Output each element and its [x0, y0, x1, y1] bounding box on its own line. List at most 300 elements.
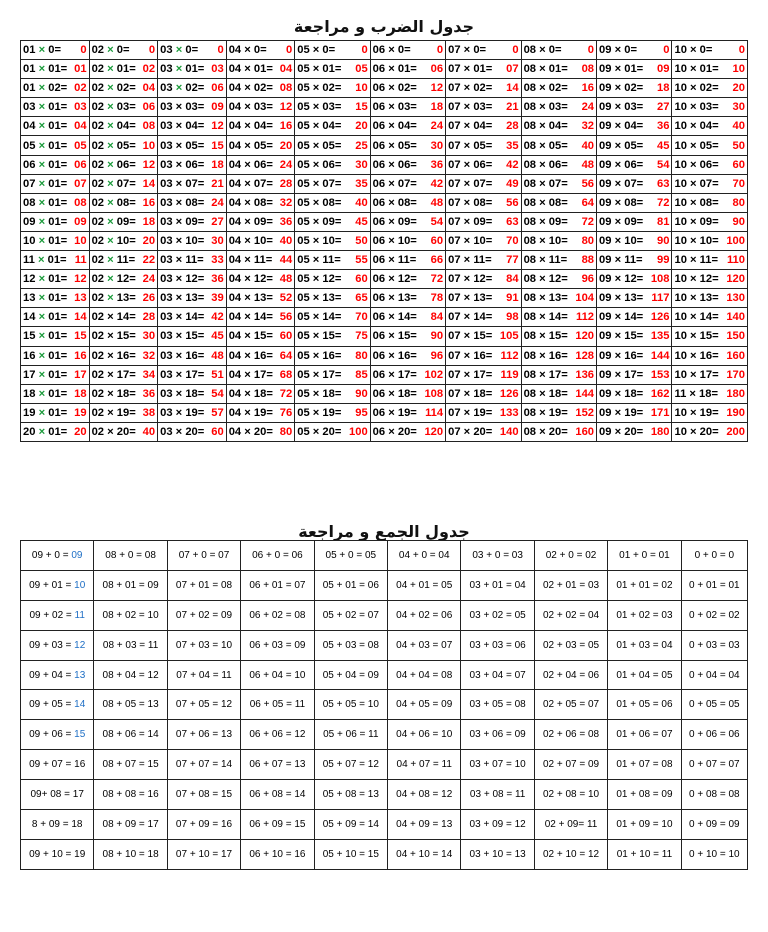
- multiplication-result: 32: [142, 349, 156, 362]
- multiplication-row: [21, 98, 748, 117]
- multiplication-cell: [370, 193, 445, 212]
- multiplication-result: 70: [355, 311, 368, 324]
- multiplication-cell: [89, 270, 158, 289]
- addition-cell: [608, 660, 681, 690]
- addition-expression: 02 + 03 = 05: [542, 639, 600, 651]
- multiplication-expression: 07 × 03=: [448, 101, 493, 114]
- multiplication-expression: 05 × 01=: [297, 63, 342, 76]
- multiplication-result: 02: [74, 82, 87, 95]
- multiplication-cell: [672, 41, 748, 60]
- multiplication-expression: 10 × 14=: [674, 311, 719, 324]
- multiplication-row: [21, 384, 748, 403]
- times-sign: ×: [107, 158, 114, 171]
- multiplication-expression: 10 × 0=: [674, 44, 713, 57]
- multiplication-expression: 09 × 09=: [599, 215, 644, 228]
- multiplication-expression: 04 × 10=: [228, 234, 273, 247]
- addition-cell: [167, 630, 240, 660]
- addition-expression: 0 + 05 = 05: [689, 699, 740, 711]
- multiplication-result: 64: [581, 196, 595, 209]
- addition-cell: [681, 600, 747, 630]
- multiplication-expression: 07 × 02=: [448, 82, 493, 95]
- addition-cell: [608, 780, 681, 810]
- multiplication-cell: [446, 193, 521, 212]
- multiplication-title: جدول الضرب و مراجعة: [293, 17, 475, 36]
- times-sign: ×: [107, 196, 114, 209]
- multiplication-cell: [672, 403, 748, 422]
- multiplication-cell: [446, 98, 521, 117]
- multiplication-result: 14: [74, 311, 87, 324]
- multiplication-cell: [672, 270, 748, 289]
- multiplication-result: 117: [651, 292, 670, 305]
- multiplication-expression: 06 × 08=: [372, 196, 417, 209]
- addition-expression: 02 + 07 = 09: [542, 759, 600, 771]
- multiplication-result: 160: [575, 425, 595, 438]
- addition-cell: [94, 750, 167, 780]
- multiplication-cell: [89, 98, 158, 117]
- multiplication-expression: 08 × 07=: [523, 177, 568, 190]
- addition-expression: 09 + 03 =: [29, 639, 75, 651]
- multiplication-expression: 10 × 04=: [674, 120, 719, 133]
- addition-cell: [94, 570, 167, 600]
- multiplication-result: 21: [506, 101, 519, 114]
- multiplication-cell: [226, 231, 295, 250]
- multiplication-result: 40: [355, 196, 368, 209]
- multiplication-cell: [521, 365, 596, 384]
- multiplication-expression: 03 × 10=: [160, 234, 205, 247]
- multiplication-cell: [521, 41, 596, 60]
- addition-cell: [241, 600, 314, 630]
- multiplication-expression: 02 × 04=: [91, 120, 136, 133]
- times-sign: ×: [107, 234, 114, 247]
- multiplication-result: 30: [211, 234, 224, 247]
- multiplication-cell: [521, 384, 596, 403]
- multiplication-result: 44: [279, 254, 293, 267]
- addition-cell: [681, 750, 747, 780]
- multiplication-expression: 07 × 15=: [448, 330, 493, 343]
- multiplication-cell: [672, 193, 748, 212]
- addition-cell: [608, 810, 681, 840]
- multiplication-cell: [89, 251, 158, 270]
- multiplication-expression: 10 × 01=: [23, 234, 68, 247]
- multiplication-result: 39: [211, 292, 224, 305]
- addition-expression: 05 + 10 = 15: [322, 848, 379, 860]
- multiplication-result: 56: [506, 196, 519, 209]
- addition-expression: 04 + 08 = 12: [396, 789, 453, 801]
- multiplication-cell: [226, 365, 295, 384]
- multiplication-expression: 02 × 13=: [91, 292, 136, 305]
- addition-expression: 06 + 08 = 14: [249, 789, 306, 801]
- multiplication-expression: 10 × 20=: [674, 425, 719, 438]
- addition-expression: 06 + 03 = 09: [249, 639, 306, 651]
- addition-result: 13: [74, 669, 86, 681]
- addition-expression: 0 + 08 = 08: [689, 789, 740, 801]
- addition-cell: [388, 750, 461, 780]
- multiplication-result: 190: [726, 406, 745, 419]
- addition-result: 09: [71, 549, 83, 561]
- multiplication-cell: [89, 403, 158, 422]
- multiplication-cell: [89, 212, 158, 231]
- multiplication-cell: [295, 212, 370, 231]
- addition-expression: 07 + 04 = 11: [176, 669, 232, 681]
- multiplication-cell: [226, 174, 295, 193]
- multiplication-cell: [370, 289, 445, 308]
- multiplication-result: 05: [355, 63, 368, 76]
- addition-expression: 09 + 0 =: [31, 549, 72, 561]
- multiplication-row: [21, 155, 748, 174]
- multiplication-expression: 07 × 01=: [23, 177, 68, 190]
- addition-cell: [608, 720, 681, 750]
- multiplication-cell: [226, 212, 295, 231]
- multiplication-cell: [597, 270, 672, 289]
- addition-expression: 0 + 02 = 02: [689, 609, 740, 621]
- multiplication-cell: [21, 231, 90, 250]
- multiplication-cell: [672, 136, 748, 155]
- multiplication-cell: [89, 136, 158, 155]
- multiplication-expression: 09 × 08=: [599, 196, 644, 209]
- multiplication-expression: 10 × 16=: [674, 349, 719, 362]
- addition-expression: 03 + 06 = 09: [469, 729, 526, 741]
- multiplication-result: 24: [430, 120, 444, 133]
- addition-cell: [241, 630, 314, 660]
- multiplication-result: 18: [74, 387, 87, 400]
- multiplication-cell: [21, 79, 90, 98]
- multiplication-result: 16: [279, 120, 293, 133]
- multiplication-cell: [226, 136, 295, 155]
- multiplication-cell: [226, 79, 295, 98]
- multiplication-cell: [521, 346, 596, 365]
- addition-expression: 03 + 09 = 12: [469, 818, 526, 830]
- addition-cell: [534, 839, 607, 869]
- multiplication-result: 112: [500, 349, 519, 362]
- multiplication-expression: 02 × 10=: [91, 234, 136, 247]
- multiplication-result: 84: [430, 311, 444, 324]
- multiplication-result: 90: [657, 234, 670, 247]
- multiplication-expression: 04 × 03=: [228, 101, 273, 114]
- times-sign: ×: [38, 82, 46, 95]
- addition-row: [21, 690, 748, 720]
- multiplication-cell: [446, 174, 521, 193]
- multiplication-result: 50: [355, 234, 368, 247]
- multiplication-result: 12: [211, 120, 224, 133]
- addition-expression: 02 + 09= 11: [544, 818, 598, 830]
- multiplication-result: 20: [355, 120, 368, 133]
- multiplication-cell: [226, 251, 295, 270]
- multiplication-result: 09: [74, 215, 87, 228]
- multiplication-result: 96: [581, 273, 595, 286]
- multiplication-row: [21, 79, 748, 98]
- multiplication-cell: [446, 136, 521, 155]
- multiplication-cell: [21, 403, 90, 422]
- addition-cell: [241, 660, 314, 690]
- multiplication-result: 35: [506, 139, 519, 152]
- multiplication-expression: 04 × 02=: [228, 82, 273, 95]
- multiplication-expression: 06 × 01=: [372, 63, 417, 76]
- multiplication-expression: 02 × 09=: [91, 215, 136, 228]
- addition-expression: 08 + 03 = 11: [102, 639, 159, 651]
- multiplication-cell: [597, 384, 672, 403]
- multiplication-cell: [370, 384, 445, 403]
- multiplication-expression: 02 × 05=: [91, 139, 136, 152]
- multiplication-cell: [295, 384, 370, 403]
- multiplication-cell: [521, 270, 596, 289]
- multiplication-result: 32: [279, 196, 293, 209]
- multiplication-cell: [370, 155, 445, 174]
- multiplication-result: 09: [211, 101, 224, 114]
- multiplication-result: 48: [581, 158, 595, 171]
- multiplication-cell: [89, 327, 158, 346]
- addition-cell: [534, 750, 607, 780]
- multiplication-cell: [89, 155, 158, 174]
- multiplication-result: 160: [726, 349, 745, 362]
- addition-result: 12: [74, 639, 86, 651]
- multiplication-expression: 03 × 13=: [160, 292, 205, 305]
- multiplication-expression: 06 × 18=: [372, 387, 417, 400]
- multiplication-expression: 17 × 01=: [23, 368, 68, 381]
- addition-expression: 05 + 03 = 08: [322, 639, 379, 651]
- multiplication-cell: [158, 60, 227, 79]
- multiplication-cell: [370, 41, 445, 60]
- times-sign: ×: [38, 330, 46, 343]
- addition-cell: [94, 541, 167, 571]
- addition-cell: [608, 570, 681, 600]
- addition-cell: [608, 600, 681, 630]
- times-sign: ×: [175, 44, 183, 57]
- multiplication-result: 36: [142, 387, 156, 400]
- multiplication-cell: [295, 193, 370, 212]
- multiplication-cell: [158, 384, 227, 403]
- times-sign: ×: [38, 311, 46, 324]
- addition-row: [21, 660, 748, 690]
- multiplication-cell: [597, 308, 672, 327]
- multiplication-result: 45: [355, 215, 368, 228]
- multiplication-cell: [521, 212, 596, 231]
- multiplication-expression: 09 × 01=: [23, 215, 68, 228]
- multiplication-expression: 03 × 08=: [160, 196, 205, 209]
- multiplication-cell: [226, 403, 295, 422]
- multiplication-expression: 09 × 05=: [599, 139, 644, 152]
- times-sign: ×: [38, 425, 46, 438]
- addition-cell: [608, 630, 681, 660]
- addition-expression: 07 + 10 = 17: [175, 848, 233, 860]
- multiplication-cell: [597, 365, 672, 384]
- multiplication-expression: 03 × 15=: [160, 330, 205, 343]
- addition-cell: [314, 780, 387, 810]
- multiplication-expression: 10 × 12=: [674, 273, 719, 286]
- times-sign: ×: [38, 387, 46, 400]
- multiplication-row: [21, 212, 748, 231]
- multiplication-cell: [597, 289, 672, 308]
- multiplication-result: 12: [279, 101, 293, 114]
- multiplication-result: 153: [650, 368, 670, 381]
- multiplication-expression: 09 × 03=: [599, 101, 644, 114]
- addition-cell: [461, 600, 534, 630]
- multiplication-result: 32: [581, 120, 595, 133]
- multiplication-cell: [672, 308, 748, 327]
- multiplication-cell: [295, 327, 370, 346]
- addition-expression: 07 + 01 = 08: [175, 579, 233, 591]
- multiplication-cell: [158, 403, 227, 422]
- addition-cell: [388, 720, 461, 750]
- multiplication-expression: 02 × 15=: [91, 330, 136, 343]
- multiplication-result: 90: [430, 330, 444, 343]
- addition-cell: [167, 600, 240, 630]
- multiplication-expression: 05 × 0=: [297, 44, 336, 57]
- multiplication-result: 24: [581, 101, 595, 114]
- addition-cell: [681, 690, 747, 720]
- multiplication-result: 72: [279, 387, 293, 400]
- multiplication-table: [20, 40, 748, 442]
- addition-expression: 04 + 05 = 09: [396, 699, 453, 711]
- multiplication-result: 60: [732, 158, 745, 171]
- multiplication-result: 06: [430, 63, 444, 76]
- times-sign: ×: [107, 63, 114, 76]
- multiplication-cell: [89, 193, 158, 212]
- multiplication-result: 24: [279, 158, 293, 171]
- multiplication-result: 18: [211, 158, 224, 171]
- multiplication-expression: 02 × 12=: [91, 273, 136, 286]
- multiplication-cell: [597, 422, 672, 441]
- multiplication-cell: [370, 174, 445, 193]
- multiplication-result: 60: [355, 273, 368, 286]
- multiplication-cell: [370, 60, 445, 79]
- multiplication-cell: [295, 60, 370, 79]
- multiplication-result: 114: [425, 406, 444, 419]
- times-sign: ×: [38, 120, 46, 133]
- multiplication-cell: [521, 60, 596, 79]
- multiplication-expression: 07 × 11=: [448, 254, 492, 267]
- multiplication-result: 120: [726, 273, 745, 286]
- addition-cell: [21, 690, 94, 720]
- multiplication-result: 80: [355, 349, 368, 362]
- multiplication-expression: 02 × 07=: [91, 177, 136, 190]
- multiplication-result: 28: [506, 120, 519, 133]
- addition-cell: [241, 690, 314, 720]
- multiplication-cell: [226, 98, 295, 117]
- multiplication-cell: [521, 155, 596, 174]
- multiplication-expression: 03 × 06=: [160, 158, 205, 171]
- addition-cell: [534, 780, 607, 810]
- multiplication-expression: 14 × 01=: [23, 311, 68, 324]
- multiplication-expression: 02 × 08=: [91, 196, 136, 209]
- addition-cell: [314, 839, 387, 869]
- multiplication-result: 77: [506, 254, 519, 267]
- multiplication-expression: 09 × 10=: [599, 234, 644, 247]
- multiplication-result: 75: [355, 330, 368, 343]
- multiplication-expression: 05 × 05=: [297, 139, 342, 152]
- multiplication-expression: 08 × 0=: [523, 44, 562, 57]
- addition-cell: [314, 600, 387, 630]
- multiplication-cell: [21, 212, 90, 231]
- multiplication-expression: 02 × 19=: [91, 406, 136, 419]
- multiplication-expression: 03 × 05=: [160, 139, 205, 152]
- addition-expression: 04 + 07 = 11: [396, 759, 452, 771]
- multiplication-expression: 08 × 06=: [523, 158, 568, 171]
- multiplication-result: 135: [650, 330, 670, 343]
- times-sign: ×: [107, 139, 114, 152]
- addition-cell: [534, 810, 607, 840]
- multiplication-result: 102: [424, 368, 444, 381]
- multiplication-cell: [89, 365, 158, 384]
- multiplication-expression: 02 × 03=: [91, 101, 136, 114]
- multiplication-result: 40: [279, 234, 293, 247]
- multiplication-cell: [21, 60, 90, 79]
- addition-expression: 0 + 09 = 09: [689, 818, 740, 830]
- multiplication-expression: 09 × 07=: [599, 177, 644, 190]
- multiplication-result: 24: [211, 196, 224, 209]
- multiplication-expression: 07 × 09=: [448, 215, 493, 228]
- multiplication-expression: 06 × 19=: [372, 406, 417, 419]
- multiplication-result: 13: [74, 292, 87, 305]
- multiplication-cell: [226, 117, 295, 136]
- multiplication-expression: 18 × 01=: [23, 387, 68, 400]
- addition-cell: [241, 839, 314, 869]
- addition-expression: 07 + 05 = 12: [175, 699, 233, 711]
- multiplication-result: 60: [211, 425, 224, 438]
- multiplication-expression: 08 × 19=: [523, 406, 568, 419]
- multiplication-expression: 04 × 01=: [228, 63, 273, 76]
- multiplication-expression: 02 × 02=: [91, 82, 136, 95]
- multiplication-expression: 09 × 06=: [599, 158, 644, 171]
- multiplication-result: 20: [732, 82, 745, 95]
- multiplication-expression: 05 × 18=: [297, 387, 342, 400]
- multiplication-result: 126: [650, 311, 670, 324]
- multiplication-expression: 07 × 16=: [448, 349, 493, 362]
- multiplication-expression: 07 × 19=: [448, 406, 493, 419]
- multiplication-result: 0: [587, 44, 595, 57]
- addition-expression: 07 + 06 = 13: [175, 729, 233, 741]
- multiplication-expression: 03 × 18=: [160, 387, 205, 400]
- addition-cell: [388, 780, 461, 810]
- multiplication-result: 0: [217, 44, 224, 57]
- addition-cell: [21, 810, 94, 840]
- multiplication-expression: 07 × 0=: [448, 44, 487, 57]
- addition-cell: [388, 690, 461, 720]
- multiplication-expression: 04 × 0=: [228, 44, 267, 57]
- multiplication-row: [21, 193, 748, 212]
- multiplication-expression: 05 × 10=: [297, 234, 342, 247]
- addition-expression: 05 + 05 = 10: [322, 699, 379, 711]
- multiplication-expression: 05 × 08=: [297, 196, 342, 209]
- addition-cell: [241, 780, 314, 810]
- addition-cell: [461, 839, 534, 869]
- addition-cell: [608, 541, 681, 571]
- multiplication-result: 0: [148, 44, 156, 57]
- multiplication-result: 110: [726, 254, 745, 267]
- multiplication-expression: 05 × 04=: [297, 120, 342, 133]
- addition-expression: 09 + 01 =: [29, 579, 75, 591]
- multiplication-expression: 05 × 06=: [297, 158, 342, 171]
- multiplication-result: 08: [142, 120, 156, 133]
- multiplication-expression: 08 × 13=: [523, 292, 568, 305]
- multiplication-cell: [521, 403, 596, 422]
- multiplication-expression: 06 × 01=: [23, 158, 68, 171]
- addition-result: 14: [74, 699, 86, 711]
- multiplication-cell: [295, 231, 370, 250]
- addition-cell: [21, 750, 94, 780]
- multiplication-expression: 09 × 02=: [599, 82, 644, 95]
- multiplication-cell: [370, 308, 445, 327]
- addition-cell: [21, 600, 94, 630]
- multiplication-expression: 11 × 18=: [674, 387, 719, 400]
- multiplication-result: 60: [279, 330, 293, 343]
- multiplication-cell: [446, 212, 521, 231]
- multiplication-expression: 09 × 11=: [599, 254, 643, 267]
- addition-expression: 06 + 04 = 10: [249, 669, 306, 681]
- multiplication-expression: 10 × 09=: [674, 215, 719, 228]
- multiplication-expression: 11 × 01=: [23, 254, 67, 267]
- addition-cell: [681, 839, 747, 869]
- multiplication-result: 65: [355, 292, 368, 305]
